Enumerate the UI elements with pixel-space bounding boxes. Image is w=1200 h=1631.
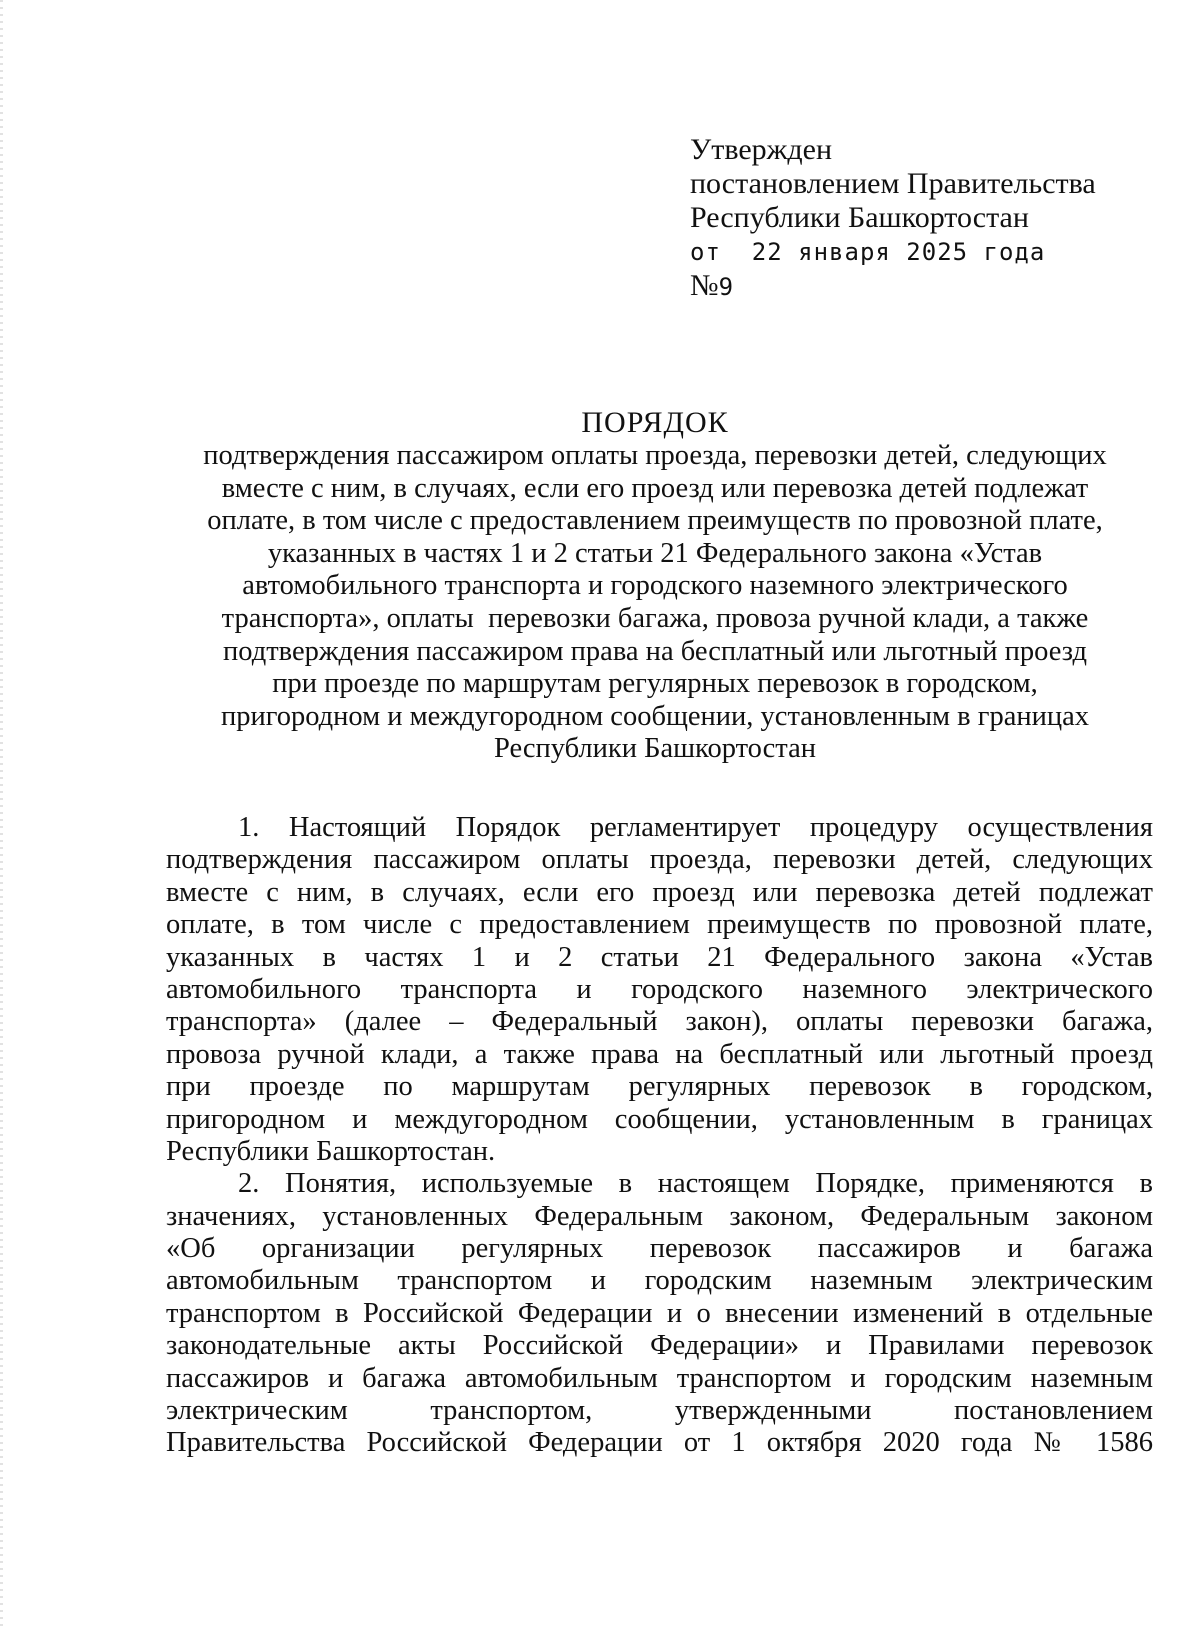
document-title: ПОРЯДОК <box>581 406 729 439</box>
paragraph-line: пригородном и междугородном сообщении, установленным в границах <box>166 1103 1153 1135</box>
subtitle-line: оплате, в том числе с предоставлением преимуществ по провозной плате, <box>207 505 1103 537</box>
approval-stamp-block <box>690 133 1160 304</box>
approval-date: от 22 января 2025 года <box>690 238 1046 266</box>
paragraph-2 <box>166 1168 1153 1460</box>
subtitle-line: вместе с ним, в случаях, если его проезд или перевозка детей подлежат <box>221 472 1089 504</box>
subtitle-line: при проезде по маршрутам регулярных перевозок в городском, <box>272 668 1038 700</box>
subtitle-line: пригородном и междугородном сообщении, установленным в границах <box>220 700 1089 732</box>
subtitle-line: Республики Башкортостан <box>494 733 816 765</box>
paragraph-line: при проезде по маршрутам регулярных перевозок в городском, <box>166 1071 1153 1103</box>
paragraph-line: вместе с ним, в случаях, если его проезд или перевозка детей подлежат <box>166 876 1153 908</box>
paragraph-line: Правительства Российской Федерации от 1 октября 2020 года № 1586 <box>166 1427 1153 1459</box>
approval-number: 9 <box>718 273 735 301</box>
paragraph-line: подтверждения пассажиром оплаты проезда, перевозки детей, следующих <box>166 844 1153 876</box>
paragraph-line: значениях, установленных Федеральным законом, Федеральным законом <box>166 1200 1153 1232</box>
paragraph-line: провоза ручной клади, а также права на бесплатный или льготный проезд <box>166 1038 1153 1070</box>
approval-line-approved: Утвержден <box>690 133 833 166</box>
subtitle-line: подтверждения пассажиром оплаты проезда, перевозки детей, следующих <box>203 440 1107 471</box>
paragraph-line: указанных в частях 1 и 2 статьи 21 Федерального закона «Устав <box>166 941 1153 973</box>
approval-line-republic: Республики Башкортостан <box>690 201 1029 234</box>
subtitle-line: подтверждения пассажиром права на бесплатный или льготный проезд <box>223 635 1087 667</box>
paragraph-1 <box>166 812 1153 1168</box>
approval-line-resolution: постановлением Правительства <box>690 167 1096 200</box>
paragraph-line: Республики Башкортостан. <box>166 1135 496 1167</box>
paragraph-line: «Об организации регулярных перевозок пассажиров и багажа <box>166 1233 1153 1265</box>
document-subtitle <box>160 440 1150 766</box>
subtitle-line: транспорта», оплаты перевозки багажа, провоза ручной клади, а также <box>221 602 1089 634</box>
paragraph-line: транспортом в Российской Федерации и о внесении изменений в отдельные <box>166 1297 1153 1329</box>
approval-number-sign: № <box>690 269 719 302</box>
approval-number-line <box>690 269 1160 304</box>
paragraph-line: 2. Понятия, используемые в настоящем Порядке, применяются в <box>238 1168 1153 1200</box>
paragraph-line: законодательные акты Российской Федерации» и Правилами перевозок <box>166 1330 1153 1362</box>
paragraph-line: 1. Настоящий Порядок регламентирует процедуру осуществления <box>238 812 1153 843</box>
scan-edge-artifact <box>0 0 3 1631</box>
paragraph-line: электрическим транспортом, утвержденными постановлением <box>166 1395 1153 1427</box>
paragraph-line: автомобильным транспортом и городским наземным электрическим <box>166 1265 1153 1297</box>
paragraph-line: автомобильного транспорта и городского наземного электрического <box>166 973 1153 1005</box>
subtitle-line: автомобильного транспорта и городского наземного электрического <box>242 570 1068 602</box>
subtitle-line: указанных в частях 1 и 2 статьи 21 Федерального закона «Устав <box>267 537 1043 569</box>
document-body <box>166 812 1153 1460</box>
paragraph-line: транспорта» (далее – Федеральный закон), оплаты перевозки багажа, <box>166 1006 1153 1038</box>
paragraph-line: пассажиров и багажа автомобильным транспортом и городским наземным <box>166 1362 1153 1394</box>
paragraph-line: оплате, в том числе с предоставлением преимуществ по провозной плате, <box>166 909 1153 941</box>
